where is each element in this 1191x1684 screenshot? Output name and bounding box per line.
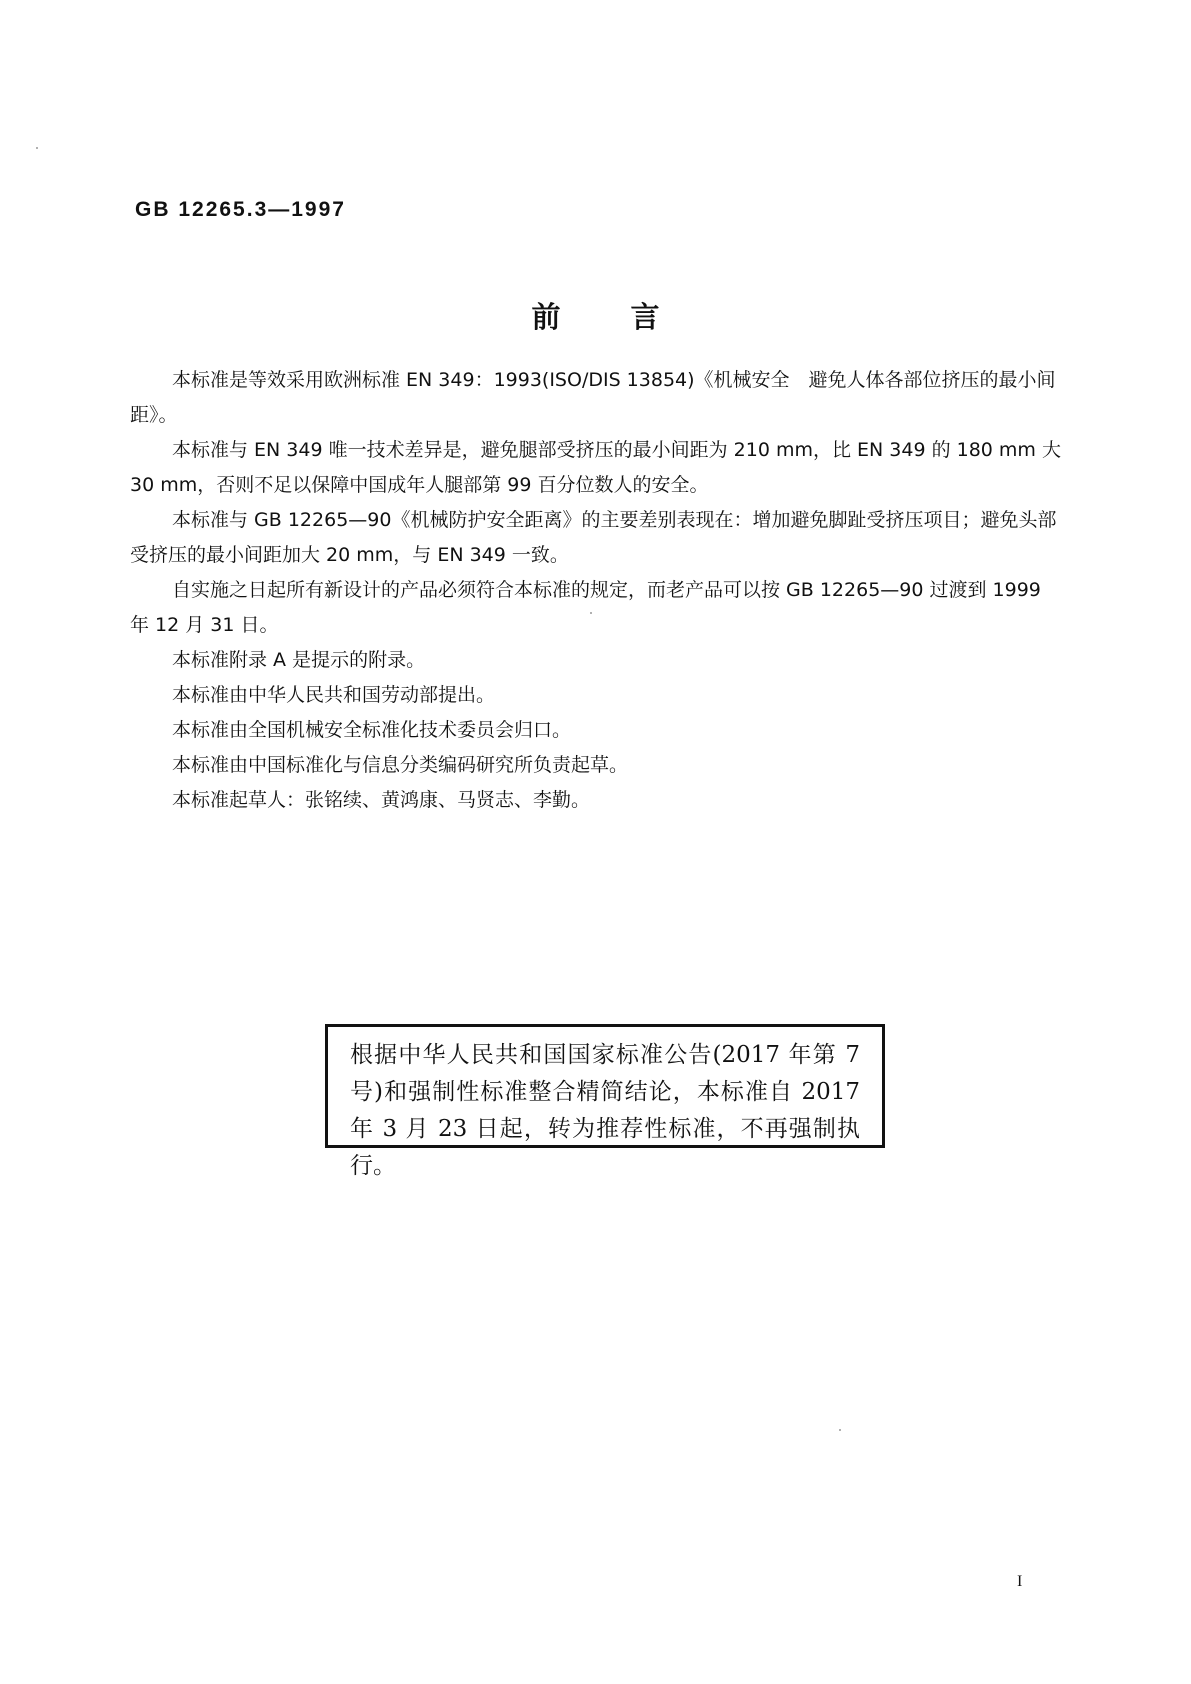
preface-paragraph: 自实施之日起所有新设计的产品必须符合本标准的规定，而老产品可以按 GB 12265—90 过渡到 1999 年 12 月 31 日。 [130, 579, 1041, 636]
preface-paragraph: 本标准是等效采用欧洲标准 EN 349：1993(ISO/DIS 13854)《机械安全 避免人体各部位挤压的最小间距》。 [130, 369, 1056, 426]
scan-speck [839, 1429, 841, 1431]
page-number: I [1017, 1573, 1023, 1590]
preface-title: 前言 [531, 300, 730, 334]
preface-paragraph: 本标准与 GB 12265—90《机械防护安全距离》的主要差别表现在：增加避免脚趾受挤压项目；避免头部受挤压的最小间距加大 20 mm，与 EN 349 一致。 [130, 509, 1057, 566]
standard-code: GB 12265.3—1997 [135, 198, 346, 221]
preface-body [130, 363, 1065, 818]
scan-speck [590, 612, 592, 614]
scan-speck [36, 147, 38, 149]
preface-paragraph: 本标准起草人：张铭续、黄鸿康、马贤志、李勤。 [172, 789, 591, 811]
preface-paragraph: 本标准附录 A 是提示的附录。 [172, 649, 426, 671]
preface-paragraph: 本标准由全国机械安全标准化技术委员会归口。 [172, 719, 572, 741]
preface-paragraph: 本标准与 EN 349 唯一技术差异是，避免腿部受挤压的最小间距为 210 mm，比 EN 349 的 180 mm 大 30 mm，否则不足以保障中国成年人腿部第 99 百分位数人的安全。 [130, 439, 1061, 496]
status-notice-box: 根据中华人民共和国国家标准公告(2017 年第 7 号)和强制性标准整合精简结论，本标准自 2017 年 3 月 23 日起，转为推荐性标准，不再强制执行。 [325, 1024, 885, 1148]
preface-paragraph: 本标准由中华人民共和国劳动部提出。 [172, 684, 496, 706]
preface-paragraph: 本标准由中国标准化与信息分类编码研究所负责起草。 [172, 754, 629, 776]
